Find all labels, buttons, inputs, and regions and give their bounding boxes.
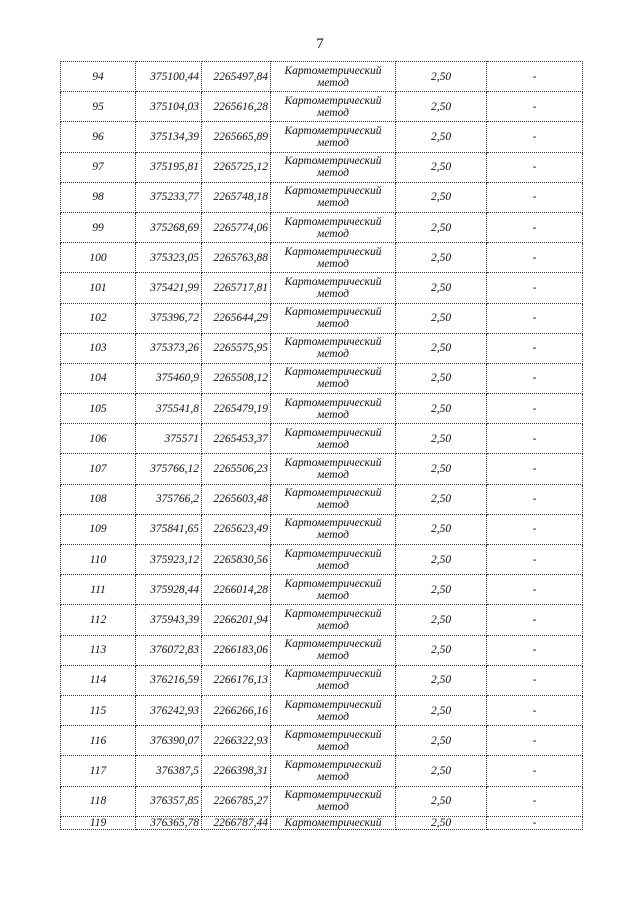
method-line-1: Картометрический bbox=[284, 366, 382, 379]
x-coordinate-cell: 375195,81 bbox=[136, 152, 202, 182]
method-line-2: метод bbox=[316, 287, 349, 300]
x-coordinate-cell: 375541,8 bbox=[136, 394, 202, 424]
table-row bbox=[61, 695, 583, 725]
y-coordinate-cell: 2265774,06 bbox=[202, 212, 271, 242]
y-coordinate-cell: 2266014,28 bbox=[202, 575, 271, 605]
y-coordinate-cell: 2266322,93 bbox=[202, 726, 271, 756]
accuracy-cell: 2,50 bbox=[396, 726, 487, 756]
method-line-2: метод bbox=[316, 740, 349, 753]
method-cell bbox=[271, 635, 396, 665]
accuracy-cell: 2,50 bbox=[396, 695, 487, 725]
accuracy-cell: 2,50 bbox=[396, 303, 487, 333]
x-coordinate-cell: 375396,72 bbox=[136, 303, 202, 333]
method-cell bbox=[271, 575, 396, 605]
method-cell bbox=[271, 152, 396, 182]
table-row bbox=[61, 62, 583, 92]
method-cell bbox=[271, 394, 396, 424]
note-cell: - bbox=[487, 333, 583, 363]
method-line-2: метод bbox=[316, 378, 349, 391]
note-cell: - bbox=[487, 665, 583, 695]
accuracy-cell: 2,50 bbox=[396, 92, 487, 122]
method-cell bbox=[271, 816, 396, 829]
x-coordinate-cell: 375943,39 bbox=[136, 605, 202, 635]
method-line-1: Картометрический bbox=[284, 215, 382, 228]
method-line-1: Картометрический bbox=[284, 155, 382, 168]
point-number-cell: 116 bbox=[61, 726, 136, 756]
accuracy-cell: 2,50 bbox=[396, 756, 487, 786]
table-row bbox=[61, 92, 583, 122]
method-line-1: Картометрический bbox=[284, 638, 382, 651]
x-coordinate-cell: 375571 bbox=[136, 424, 202, 454]
y-coordinate-cell: 2265623,49 bbox=[202, 514, 271, 544]
method-line-2: метод bbox=[316, 76, 349, 89]
accuracy-cell: 2,50 bbox=[396, 575, 487, 605]
note-cell: - bbox=[487, 454, 583, 484]
x-coordinate-cell: 375766,2 bbox=[136, 484, 202, 514]
point-number-cell: 99 bbox=[61, 212, 136, 242]
note-cell: - bbox=[487, 726, 583, 756]
y-coordinate-cell: 2266266,16 bbox=[202, 695, 271, 725]
accuracy-cell: 2,50 bbox=[396, 152, 487, 182]
x-coordinate-cell: 375100,44 bbox=[136, 62, 202, 92]
point-number-cell: 119 bbox=[61, 816, 136, 829]
accuracy-cell: 2,50 bbox=[396, 182, 487, 212]
x-coordinate-cell: 376387,5 bbox=[136, 756, 202, 786]
x-coordinate-cell: 375923,12 bbox=[136, 545, 202, 575]
point-number-cell: 95 bbox=[61, 92, 136, 122]
point-number-cell: 112 bbox=[61, 605, 136, 635]
x-coordinate-cell: 376365,78 bbox=[136, 816, 202, 829]
accuracy-cell: 2,50 bbox=[396, 665, 487, 695]
method-line-2: метод bbox=[316, 348, 349, 361]
accuracy-cell: 2,50 bbox=[396, 786, 487, 816]
y-coordinate-cell: 2265575,95 bbox=[202, 333, 271, 363]
point-number-cell: 96 bbox=[61, 122, 136, 152]
method-cell bbox=[271, 726, 396, 756]
point-number-cell: 94 bbox=[61, 62, 136, 92]
x-coordinate-cell: 375841,65 bbox=[136, 514, 202, 544]
point-number-cell: 107 bbox=[61, 454, 136, 484]
note-cell: - bbox=[487, 243, 583, 273]
method-line-1: Картометрический bbox=[284, 607, 382, 620]
method-cell bbox=[271, 363, 396, 393]
method-line-1: Картометрический bbox=[284, 547, 382, 560]
point-number-cell: 108 bbox=[61, 484, 136, 514]
point-number-cell: 118 bbox=[61, 786, 136, 816]
x-coordinate-cell: 375104,03 bbox=[136, 92, 202, 122]
method-line-2: метод bbox=[316, 529, 349, 542]
accuracy-cell: 2,50 bbox=[396, 514, 487, 544]
method-line-1: Картометрический bbox=[284, 816, 382, 829]
table-row bbox=[61, 122, 583, 152]
table-row bbox=[61, 424, 583, 454]
y-coordinate-cell: 2265830,56 bbox=[202, 545, 271, 575]
table-row bbox=[61, 182, 583, 212]
y-coordinate-cell: 2265453,37 bbox=[202, 424, 271, 454]
table-row bbox=[61, 635, 583, 665]
note-cell: - bbox=[487, 605, 583, 635]
table-row bbox=[61, 212, 583, 242]
accuracy-cell: 2,50 bbox=[396, 243, 487, 273]
method-cell bbox=[271, 243, 396, 273]
method-line-2: метод bbox=[316, 257, 349, 270]
page-number: 7 bbox=[316, 36, 324, 52]
accuracy-cell: 2,50 bbox=[396, 545, 487, 575]
note-cell: - bbox=[487, 62, 583, 92]
table-row bbox=[61, 454, 583, 484]
y-coordinate-cell: 2266787,44 bbox=[202, 816, 271, 829]
accuracy-cell: 2,50 bbox=[396, 62, 487, 92]
accuracy-cell: 2,50 bbox=[396, 394, 487, 424]
method-cell bbox=[271, 424, 396, 454]
x-coordinate-cell: 376390,07 bbox=[136, 726, 202, 756]
y-coordinate-cell: 2266398,31 bbox=[202, 756, 271, 786]
note-cell: - bbox=[487, 514, 583, 544]
method-cell bbox=[271, 484, 396, 514]
x-coordinate-cell: 375233,77 bbox=[136, 182, 202, 212]
method-line-2: метод bbox=[316, 136, 349, 149]
method-line-1: Картометрический bbox=[284, 396, 382, 409]
accuracy-cell: 2,50 bbox=[396, 212, 487, 242]
note-cell: - bbox=[487, 424, 583, 454]
y-coordinate-cell: 2265479,19 bbox=[202, 394, 271, 424]
method-cell bbox=[271, 273, 396, 303]
method-line-2: метод bbox=[316, 710, 349, 723]
table-row bbox=[61, 545, 583, 575]
method-line-1: Картометрический bbox=[284, 185, 382, 198]
method-line-1: Картометрический bbox=[284, 487, 382, 500]
point-number-cell: 105 bbox=[61, 394, 136, 424]
note-cell: - bbox=[487, 363, 583, 393]
method-line-1: Картометрический bbox=[284, 457, 382, 470]
y-coordinate-cell: 2266785,27 bbox=[202, 786, 271, 816]
accuracy-cell: 2,50 bbox=[396, 273, 487, 303]
method-line-2: метод bbox=[316, 619, 349, 632]
table-row bbox=[61, 333, 583, 363]
x-coordinate-cell: 375421,99 bbox=[136, 273, 202, 303]
table-row bbox=[61, 756, 583, 786]
y-coordinate-cell: 2266176,13 bbox=[202, 665, 271, 695]
method-cell bbox=[271, 62, 396, 92]
x-coordinate-cell: 376242,93 bbox=[136, 695, 202, 725]
point-number-cell: 97 bbox=[61, 152, 136, 182]
method-cell bbox=[271, 333, 396, 363]
method-cell bbox=[271, 303, 396, 333]
table-row bbox=[61, 816, 583, 829]
y-coordinate-cell: 2265725,12 bbox=[202, 152, 271, 182]
method-line-2: метод bbox=[316, 438, 349, 451]
table-row bbox=[61, 786, 583, 816]
method-line-2: метод bbox=[316, 318, 349, 331]
x-coordinate-cell: 375323,05 bbox=[136, 243, 202, 273]
accuracy-cell: 2,50 bbox=[396, 363, 487, 393]
method-line-1: Картометрический bbox=[284, 758, 382, 771]
accuracy-cell: 2,50 bbox=[396, 424, 487, 454]
method-line-2: метод bbox=[316, 197, 349, 210]
method-line-2: метод bbox=[316, 589, 349, 602]
table-row bbox=[61, 605, 583, 635]
method-line-2: метод bbox=[316, 559, 349, 572]
table-row bbox=[61, 363, 583, 393]
y-coordinate-cell: 2265497,84 bbox=[202, 62, 271, 92]
table-row bbox=[61, 394, 583, 424]
accuracy-cell: 2,50 bbox=[396, 605, 487, 635]
table-row bbox=[61, 273, 583, 303]
method-line-1: Картометрический bbox=[284, 426, 382, 439]
y-coordinate-cell: 2265763,88 bbox=[202, 243, 271, 273]
table-row bbox=[61, 665, 583, 695]
note-cell: - bbox=[487, 695, 583, 725]
point-number-cell: 109 bbox=[61, 514, 136, 544]
y-coordinate-cell: 2266201,94 bbox=[202, 605, 271, 635]
note-cell: - bbox=[487, 152, 583, 182]
y-coordinate-cell: 2265508,12 bbox=[202, 363, 271, 393]
x-coordinate-cell: 375766,12 bbox=[136, 454, 202, 484]
method-line-2: метод bbox=[316, 469, 349, 482]
table-row bbox=[61, 152, 583, 182]
table-row bbox=[61, 575, 583, 605]
method-cell bbox=[271, 695, 396, 725]
note-cell: - bbox=[487, 786, 583, 816]
method-line-1: Картометрический bbox=[284, 306, 382, 319]
method-cell bbox=[271, 545, 396, 575]
point-number-cell: 106 bbox=[61, 424, 136, 454]
method-line-1: Картометрический bbox=[284, 789, 382, 802]
table-row bbox=[61, 484, 583, 514]
note-cell: - bbox=[487, 273, 583, 303]
y-coordinate-cell: 2265644,29 bbox=[202, 303, 271, 333]
y-coordinate-cell: 2265506,23 bbox=[202, 454, 271, 484]
accuracy-cell: 2,50 bbox=[396, 454, 487, 484]
point-number-cell: 113 bbox=[61, 635, 136, 665]
method-cell bbox=[271, 92, 396, 122]
x-coordinate-cell: 375268,69 bbox=[136, 212, 202, 242]
x-coordinate-cell: 375373,26 bbox=[136, 333, 202, 363]
point-number-cell: 104 bbox=[61, 363, 136, 393]
method-cell bbox=[271, 182, 396, 212]
method-cell bbox=[271, 665, 396, 695]
method-line-2: метод bbox=[316, 499, 349, 512]
note-cell: - bbox=[487, 816, 583, 829]
accuracy-cell: 2,50 bbox=[396, 333, 487, 363]
point-number-cell: 103 bbox=[61, 333, 136, 363]
method-line-2: метод bbox=[316, 801, 349, 814]
method-line-2: метод bbox=[316, 227, 349, 240]
note-cell: - bbox=[487, 212, 583, 242]
note-cell: - bbox=[487, 303, 583, 333]
note-cell: - bbox=[487, 122, 583, 152]
x-coordinate-cell: 375460,9 bbox=[136, 363, 202, 393]
method-line-1: Картометрический bbox=[284, 64, 382, 77]
method-line-2: метод bbox=[316, 167, 349, 180]
note-cell: - bbox=[487, 635, 583, 665]
point-number-cell: 111 bbox=[61, 575, 136, 605]
method-line-2: метод bbox=[316, 408, 349, 421]
point-number-cell: 115 bbox=[61, 695, 136, 725]
table-row bbox=[61, 243, 583, 273]
method-line-1: Картометрический bbox=[284, 94, 382, 107]
note-cell: - bbox=[487, 394, 583, 424]
method-line-2: метод bbox=[316, 680, 349, 693]
x-coordinate-cell: 376216,59 bbox=[136, 665, 202, 695]
y-coordinate-cell: 2266183,06 bbox=[202, 635, 271, 665]
note-cell: - bbox=[487, 545, 583, 575]
accuracy-cell: 2,50 bbox=[396, 484, 487, 514]
note-cell: - bbox=[487, 575, 583, 605]
note-cell: - bbox=[487, 484, 583, 514]
y-coordinate-cell: 2265616,28 bbox=[202, 92, 271, 122]
accuracy-cell: 2,50 bbox=[396, 122, 487, 152]
method-line-1: Картометрический bbox=[284, 698, 382, 711]
method-cell bbox=[271, 212, 396, 242]
point-number-cell: 101 bbox=[61, 273, 136, 303]
note-cell: - bbox=[487, 756, 583, 786]
y-coordinate-cell: 2265603,48 bbox=[202, 484, 271, 514]
coordinates-table-body bbox=[61, 62, 583, 830]
method-cell bbox=[271, 122, 396, 152]
coordinates-table bbox=[60, 61, 583, 830]
method-line-1: Картометрический bbox=[284, 517, 382, 530]
note-cell: - bbox=[487, 182, 583, 212]
table-row bbox=[61, 303, 583, 333]
x-coordinate-cell: 376072,83 bbox=[136, 635, 202, 665]
point-number-cell: 102 bbox=[61, 303, 136, 333]
method-line-1: Картометрический bbox=[284, 728, 382, 741]
y-coordinate-cell: 2265665,89 bbox=[202, 122, 271, 152]
method-line-2: метод bbox=[316, 770, 349, 783]
note-cell: - bbox=[487, 92, 583, 122]
x-coordinate-cell: 375134,39 bbox=[136, 122, 202, 152]
y-coordinate-cell: 2265717,81 bbox=[202, 273, 271, 303]
method-line-1: Картометрический bbox=[284, 336, 382, 349]
method-line-1: Картометрический bbox=[284, 275, 382, 288]
method-line-1: Картометрический bbox=[284, 668, 382, 681]
method-line-1: Картометрический bbox=[284, 124, 382, 137]
table-row bbox=[61, 514, 583, 544]
method-cell bbox=[271, 605, 396, 635]
method-line-2: метод bbox=[316, 106, 349, 119]
y-coordinate-cell: 2265748,18 bbox=[202, 182, 271, 212]
method-cell bbox=[271, 514, 396, 544]
method-cell bbox=[271, 454, 396, 484]
method-cell bbox=[271, 756, 396, 786]
point-number-cell: 100 bbox=[61, 243, 136, 273]
accuracy-cell: 2,50 bbox=[396, 816, 487, 829]
x-coordinate-cell: 375928,44 bbox=[136, 575, 202, 605]
point-number-cell: 110 bbox=[61, 545, 136, 575]
method-cell bbox=[271, 786, 396, 816]
x-coordinate-cell: 376357,85 bbox=[136, 786, 202, 816]
point-number-cell: 98 bbox=[61, 182, 136, 212]
point-number-cell: 117 bbox=[61, 756, 136, 786]
method-line-1: Картометрический bbox=[284, 245, 382, 258]
method-line-2: метод bbox=[316, 650, 349, 663]
method-line-1: Картометрический bbox=[284, 577, 382, 590]
table-row bbox=[61, 726, 583, 756]
point-number-cell: 114 bbox=[61, 665, 136, 695]
accuracy-cell: 2,50 bbox=[396, 635, 487, 665]
